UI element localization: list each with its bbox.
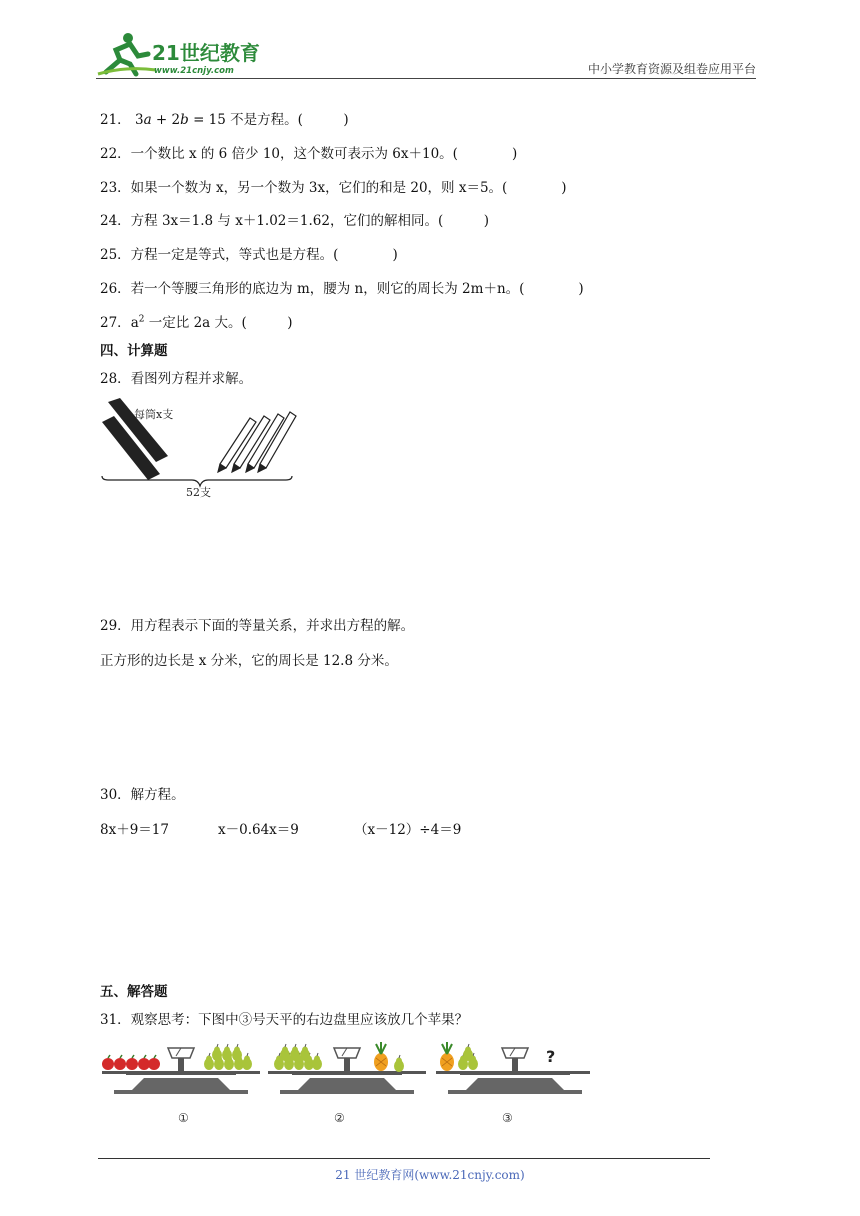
question-23: 23．如果一个数为 x，另一个数为 3x，它们的和是 20，则 x＝5。( ) xyxy=(100,180,567,196)
question-29: 29．用方程表示下面的等量关系，并求出方程的解。 xyxy=(100,618,415,634)
scale-label-3: ③ xyxy=(502,1111,513,1125)
balance-scale-2 xyxy=(268,1042,426,1125)
logo-url: www.21cnjy.com xyxy=(154,66,234,76)
apple-icon xyxy=(102,1055,160,1070)
footer-divider xyxy=(98,1158,710,1159)
pineapple-icon xyxy=(440,1042,454,1071)
logo-runner-icon xyxy=(96,30,266,80)
pineapple-icon xyxy=(374,1042,388,1071)
equation-3: （x－12）÷4＝9 xyxy=(354,822,462,838)
logo-text: 21世纪教育 xyxy=(152,41,260,65)
pear-icon xyxy=(204,1044,252,1070)
scale-label-1: ① xyxy=(178,1111,189,1125)
balance-scale-1 xyxy=(102,1044,260,1125)
question-22: 22．一个数比 x 的 6 倍少 10，这个数可表示为 6x＋10。( ) xyxy=(100,146,518,162)
pencil-box-figure xyxy=(100,396,300,502)
equation-1: 8x＋9＝17 xyxy=(100,822,169,838)
question-27: 27．$a^2$ 一定比 2a 大。( ) xyxy=(100,314,293,331)
fig-label-total: 52支 xyxy=(186,486,211,499)
question-24: 24．方程 3x＝1.8 与 x＋1.02＝1.62，它们的解相同。( ) xyxy=(100,213,489,229)
header-platform-text: 中小学教育资源及组卷应用平台 xyxy=(587,62,756,76)
section-heading-calc: 四、计算题 xyxy=(100,343,168,359)
question-30: 30．解方程。 xyxy=(100,787,185,803)
balance-scales-figure xyxy=(100,1034,590,1126)
pear-icon xyxy=(274,1044,322,1070)
brace-line xyxy=(102,476,292,486)
footer-text: 21 世纪教育网(www.21cnjy.com) xyxy=(335,1168,525,1182)
pencil-icon xyxy=(218,412,296,472)
equation-2: x－0.64x＝9 xyxy=(218,822,299,838)
question-29-condition: 正方形的边长是 x 分米，它的周长是 12.8 分米。 xyxy=(100,653,398,669)
question-31: 31．观察思考：下图中③号天平的右边盘里应该放几个苹果？ xyxy=(100,1012,469,1028)
question-mark: ? xyxy=(546,1047,556,1066)
balance-scale-3 xyxy=(436,1042,590,1125)
pear-icon xyxy=(458,1044,478,1070)
section-heading-answer: 五、解答题 xyxy=(100,984,168,1000)
header-divider xyxy=(96,78,756,79)
site-logo xyxy=(96,30,266,80)
fig-label-per-box: 每筒x支 xyxy=(134,408,174,421)
question-21: 21． 3a + 2b = 15 不是方程。( ) xyxy=(100,112,349,128)
question-25: 25．方程一定是等式，等式也是方程。( ) xyxy=(100,247,398,263)
pear-icon xyxy=(394,1055,404,1072)
question-26: 26．若一个等腰三角形的底边为 m，腰为 n，则它的周长为 2m＋n。( ) xyxy=(100,281,584,297)
question-28: 28．看图列方程并求解。 xyxy=(100,371,253,387)
scale-label-2: ② xyxy=(334,1111,345,1125)
